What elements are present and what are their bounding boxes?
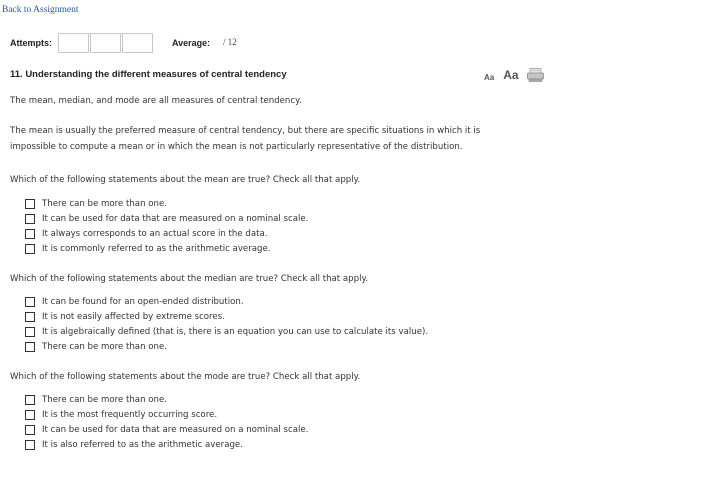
- option-label: It can be used for data that are measured on a nominal scale.: [42, 424, 309, 435]
- checkbox[interactable]: [25, 297, 35, 307]
- mode-option[interactable]: [25, 392, 308, 407]
- mean-option[interactable]: [25, 226, 308, 241]
- attempt-box: [90, 33, 121, 53]
- median-options: [25, 294, 428, 354]
- mode-option[interactable]: [25, 437, 308, 452]
- option-label: It is not easily affected by extreme scores.: [42, 311, 225, 322]
- attempts-row: [10, 33, 530, 53]
- mean-option[interactable]: [25, 241, 308, 256]
- explanation-line: The mean is usually the preferred measure of central tendency, but there are specific situations in which it is: [10, 126, 481, 136]
- option-label: It is the most frequently occurring score.: [42, 409, 218, 420]
- option-label: It can be found for an open-ended distribution.: [42, 296, 244, 307]
- attempts-label: Attempts:: [10, 38, 52, 48]
- median-prompt: Which of the following statements about the median are true? Check all that apply.: [10, 274, 369, 284]
- explanation-line: impossible to compute a mean or in which the mean is not particularly representative of the distribution.: [10, 141, 463, 152]
- mean-prompt: Which of the following statements about the mean are true? Check all that apply.: [10, 175, 361, 185]
- median-option[interactable]: [25, 309, 428, 324]
- option-label: It always corresponds to an actual score in the data.: [42, 228, 268, 239]
- checkbox[interactable]: [25, 312, 35, 322]
- option-label: There can be more than one.: [42, 198, 167, 209]
- attempt-box: [58, 33, 89, 53]
- average-label: Average:: [172, 38, 211, 48]
- median-option[interactable]: [25, 339, 428, 354]
- checkbox[interactable]: [25, 199, 35, 209]
- option-label: There can be more than one.: [42, 341, 167, 352]
- option-label: It is also referred to as the arithmetic average.: [42, 439, 243, 450]
- option-label: There can be more than one.: [42, 394, 167, 405]
- attempt-box: [122, 33, 153, 53]
- question-title: 11. Understanding the different measures of central tendency: [10, 69, 287, 80]
- checkbox[interactable]: [25, 410, 35, 420]
- mode-option[interactable]: [25, 407, 308, 422]
- font-size-large-button[interactable]: Aa: [503, 68, 519, 82]
- explanation-paragraph: [10, 124, 530, 155]
- mean-options: [25, 196, 308, 256]
- checkbox[interactable]: [25, 395, 35, 405]
- option-label: It can be used for data that are measured on a nominal scale.: [42, 213, 309, 224]
- attempt-boxes: [58, 33, 154, 53]
- checkbox[interactable]: [25, 425, 35, 435]
- mode-option[interactable]: [25, 422, 308, 437]
- median-option[interactable]: [25, 324, 428, 339]
- checkbox[interactable]: [25, 440, 35, 450]
- checkbox[interactable]: [25, 327, 35, 337]
- option-label: It is algebraically defined (that is, there is an equation you can use to calculate its value).: [42, 326, 429, 337]
- checkbox[interactable]: [25, 342, 35, 352]
- mean-option[interactable]: [25, 211, 308, 226]
- intro-text: The mean, median, and mode are all measures of central tendency.: [10, 96, 302, 106]
- print-icon[interactable]: [527, 68, 544, 82]
- font-size-small-button[interactable]: Aa: [484, 73, 495, 82]
- mode-options: [25, 392, 308, 452]
- median-option[interactable]: [25, 294, 428, 309]
- font-controls: [484, 68, 544, 82]
- average-value: / 12: [223, 37, 237, 47]
- mean-option[interactable]: [25, 196, 308, 211]
- option-label: It is commonly referred to as the arithmetic average.: [42, 243, 271, 254]
- checkbox[interactable]: [25, 214, 35, 224]
- back-to-assignment-link[interactable]: Back to Assignment: [2, 5, 79, 15]
- mode-prompt: Which of the following statements about the mode are true? Check all that apply.: [10, 372, 361, 382]
- checkbox[interactable]: [25, 229, 35, 239]
- checkbox[interactable]: [25, 244, 35, 254]
